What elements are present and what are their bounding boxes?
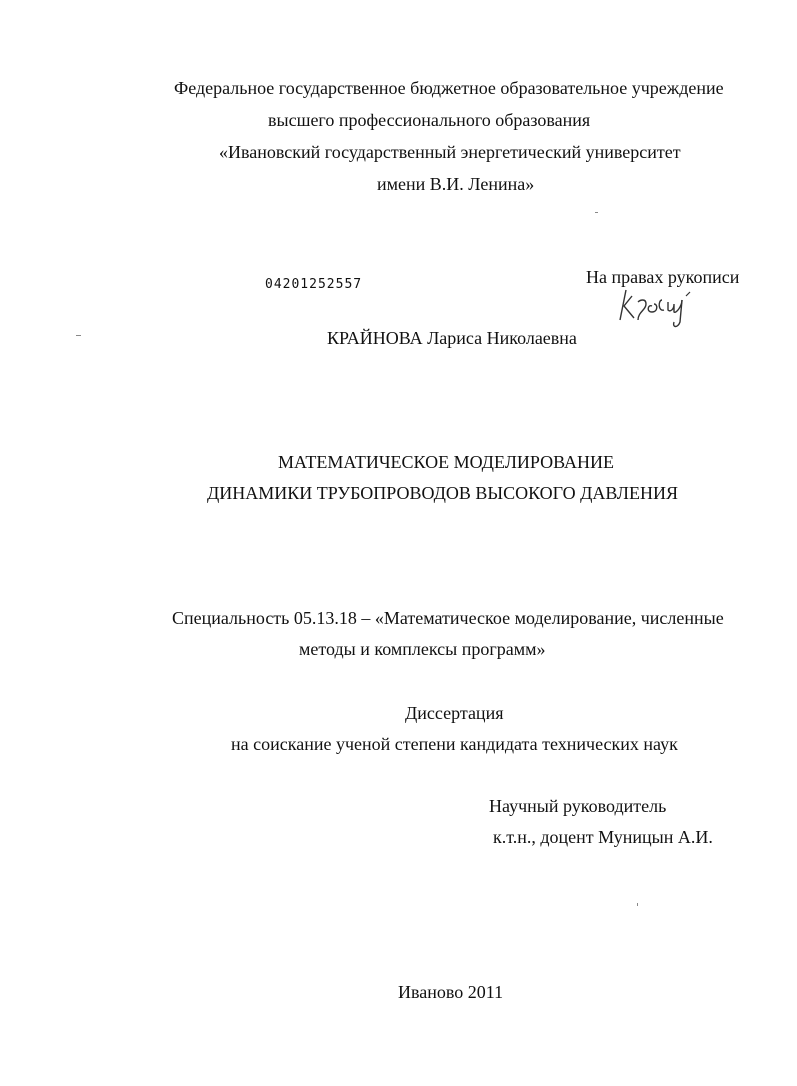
org-line-2: высшего профессионального образования [268, 110, 591, 130]
org-line-1: Федеральное государственное бюджетное образовательное учреждение [174, 78, 724, 98]
org-line-3: «Ивановский государственный энергетический университет [219, 142, 681, 162]
scan-speck [595, 212, 598, 213]
supervisor-label: Научный руководитель [489, 796, 667, 816]
registration-number: 04201252557 [265, 277, 363, 292]
scan-speck [637, 903, 638, 906]
dissertation-label: Диссертация [405, 703, 504, 723]
specialty-line-2: методы и комплексы программ» [299, 639, 546, 659]
rights-note: На правах рукописи [586, 267, 740, 287]
specialty-line-1: Специальность 05.13.18 – «Математическое моделирование, численные [172, 608, 724, 628]
scan-speck [76, 335, 81, 336]
author-name: КРАЙНОВА Лариса Николаевна [327, 328, 577, 348]
thesis-title-line-1: МАТЕМАТИЧЕСКОЕ МОДЕЛИРОВАНИЕ [278, 452, 615, 472]
supervisor-name: к.т.н., доцент Муницын А.И. [493, 827, 713, 847]
thesis-title-line-2: ДИНАМИКИ ТРУБОПРОВОДОВ ВЫСОКОГО ДАВЛЕНИЯ [207, 483, 678, 503]
city-year: Иваново 2011 [398, 982, 504, 1002]
handwritten-signature [616, 282, 706, 332]
org-line-4: имени В.И. Ленина» [377, 174, 535, 194]
dissertation-degree: на соискание ученой степени кандидата технических наук [231, 734, 678, 754]
